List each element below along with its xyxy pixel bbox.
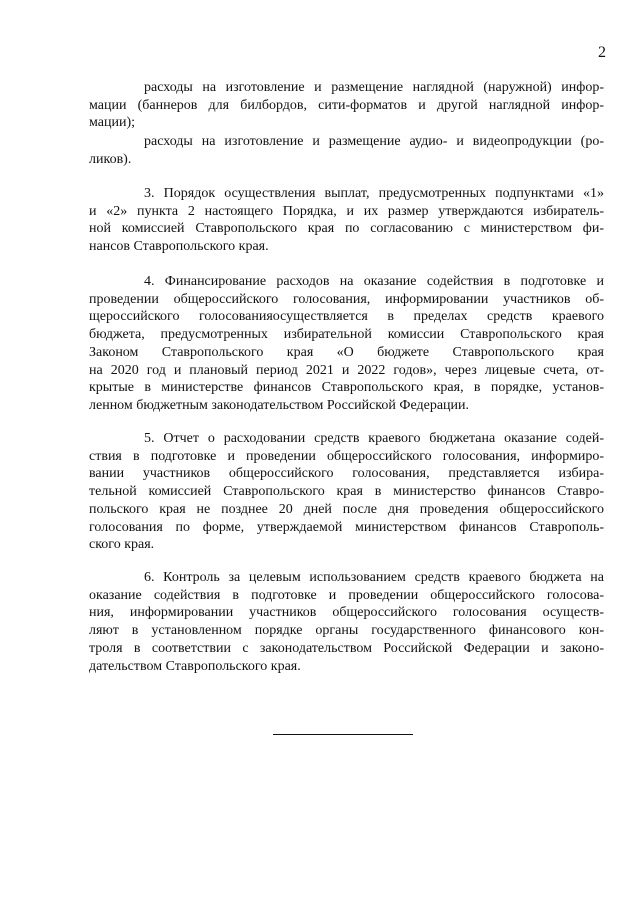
text-line: 3. Порядок осуществления выплат, предусмотренных подпунктами «1» xyxy=(144,186,604,201)
text-line: и «2» пункта 2 настоящего Порядка, и их размер утверждаются избиратель- xyxy=(89,203,604,219)
text-line: расходы на изготовление и размещение наглядной (наружной) инфор- xyxy=(144,80,604,95)
text-line: щероссийского голосованияосуществляется в пределах средств краевого xyxy=(89,309,604,325)
text-line: мации (баннеров для билбордов, сити-форматов и другой наглядной инфор- xyxy=(89,97,604,113)
text-line: 5. Отчет о расходовании средств краевого бюджетана оказание содей- xyxy=(144,431,604,446)
page-number: 2 xyxy=(598,44,606,61)
text-line: 4. Финансирование расходов на оказание содействия в подготовке и xyxy=(144,274,604,289)
text-line: расходы на изготовление и размещение аудио- и видеопродукции (ро- xyxy=(144,134,604,149)
text-line: ляют в установленном порядке органы государственного финансового кон- xyxy=(89,623,604,639)
text-line: Законом Ставропольского края «О бюджете Ставропольского края xyxy=(89,344,604,360)
text-line: ликов). xyxy=(89,151,132,167)
paragraph-item-4 xyxy=(89,273,604,415)
text-line: оказание содействия в подготовке и проведении общероссийского голосова- xyxy=(89,587,604,603)
text-line: на 2020 год и плановый период 2021 и 2022 годов», через лицевые счета, от- xyxy=(89,362,604,378)
text-line: польского края не позднее 20 дней после дня проведения общероссийского xyxy=(89,501,604,517)
paragraph-item-3 xyxy=(89,185,604,256)
text-line: проведении общероссийского голосования, информировании участников об- xyxy=(89,291,604,307)
text-line: вании участников общероссийского голосования, представляется избира- xyxy=(89,466,604,482)
paragraph-expenses-visual-info xyxy=(89,79,604,132)
paragraph-item-5 xyxy=(89,430,604,554)
text-line: тельной комиссией Ставропольского края в министерство финансов Ставро- xyxy=(89,484,604,500)
text-line: голосования по форме, утверждаемой министерством финансов Ставрополь- xyxy=(89,519,604,535)
text-line: ствия в подготовке и проведении общероссийского голосования, информиро- xyxy=(89,448,604,464)
text-line: мации); xyxy=(89,115,136,131)
closing-separator-line xyxy=(273,734,413,735)
text-line: 6. Контроль за целевым использованием средств краевого бюджета на xyxy=(144,570,604,585)
paragraph-item-6 xyxy=(89,569,604,675)
text-line: дательством Ставропольского края. xyxy=(89,658,301,674)
text-line: троля в соответствии с законодательством Российской Федерации и законо- xyxy=(89,640,604,656)
paragraph-expenses-audio-video xyxy=(89,133,604,168)
text-line: ния, информировании участников общероссийского голосования осуществ- xyxy=(89,605,604,621)
text-line: нансов Ставропольского края. xyxy=(89,239,269,255)
text-line: бюджета, предусмотренных избирательной комиссии Ставропольского края xyxy=(89,327,604,343)
text-line: ленном бюджетным законодательством Российской Федерации. xyxy=(89,397,470,413)
text-line: ной комиссией Ставропольского края по согласованию с министерством фи- xyxy=(89,221,604,237)
text-line: крытые в министерстве финансов Ставропольского края, в порядке, установ- xyxy=(89,380,604,396)
text-line: ского края. xyxy=(89,537,155,553)
